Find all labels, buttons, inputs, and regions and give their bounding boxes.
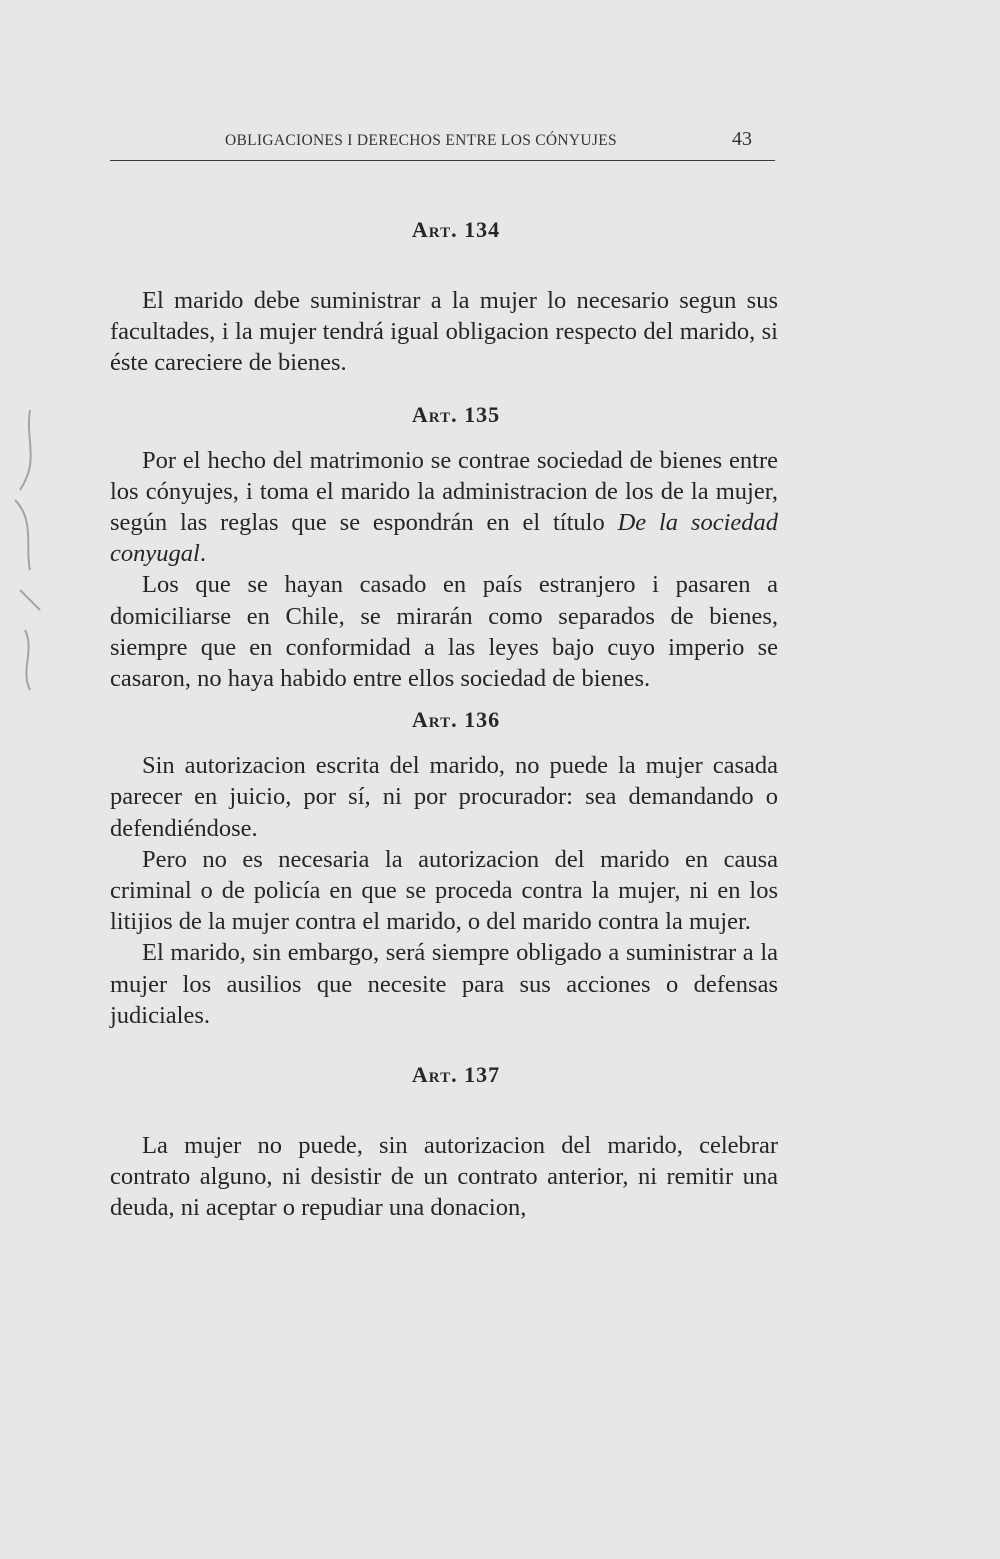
cross-reference-title: De la sociedad conyugal [110,509,778,568]
article-paragraph: La mujer no puede, sin autorizacion del marido, celebrar contrato alguno, ni desistir de un contrato anterior, ni remitir una deuda, ni aceptar o repudiar una donacion, [110,1132,778,1222]
running-head [110,128,778,158]
article-paragraph: Los que se hayan casado en país estranjero i pasaren a domiciliarse en Chile, se mirarán como separados de bienes, siempre que en conformidad a las leyes bajo cuyo imperio se casaron, no haya habido entre ellos sociedad de bienes. [110,571,778,693]
article-number: 135 [464,401,501,427]
article-label: Art. [411,1062,458,1088]
body-text [110,212,778,1224]
article-paragraph: El marido, sin embargo, será siempre obligado a suministrar a la mujer los ausilios que necesite para sus acciones o defensas judiciales. [110,939,778,1029]
paragraph-text: Por el hecho del matrimonio se contrae sociedad de bienes entre los cónyujes, i toma el marido la administracion de los de la mujer, según las reglas que se espondrán en el título [110,446,778,537]
article-label: Art. [411,217,458,242]
header-rule [110,160,775,161]
article-heading-137 [110,1057,778,1097]
article-label: Art. [411,401,458,427]
article-label: Art. [411,707,458,733]
article-number: 136 [464,707,501,733]
article-number: 134 [464,217,501,242]
article-number: 137 [464,1062,501,1088]
running-title: OBLIGACIONES I DERECHOS ENTRE LOS CÓNYUJES [225,132,617,149]
article-heading-136 [110,702,778,742]
article-heading-134 [110,212,778,252]
article-paragraph: El marido debe suministrar a la mujer lo necesario segun sus facultades, i la mujer tendrá igual obligacion respecto del marido, si éste careciere de bienes. [110,287,778,377]
article-heading-135 [110,397,778,437]
page-number: 43 [732,128,752,150]
article-paragraph: Pero no es necesaria la autorizacion del marido en causa criminal o de policía en que se proceda contra la mujer, ni en los litijios de la mujer contra el marido, o del marido contra la mujer. [110,845,778,936]
margin-annotation-icon [0,400,60,700]
article-paragraph [110,445,778,570]
paragraph-text: . [199,540,206,568]
article-paragraph: Sin autorizacion escrita del marido, no puede la mujer casada parecer en juicio, por sí, ni por procurador: sea demandando o defendiéndose. [110,752,778,842]
